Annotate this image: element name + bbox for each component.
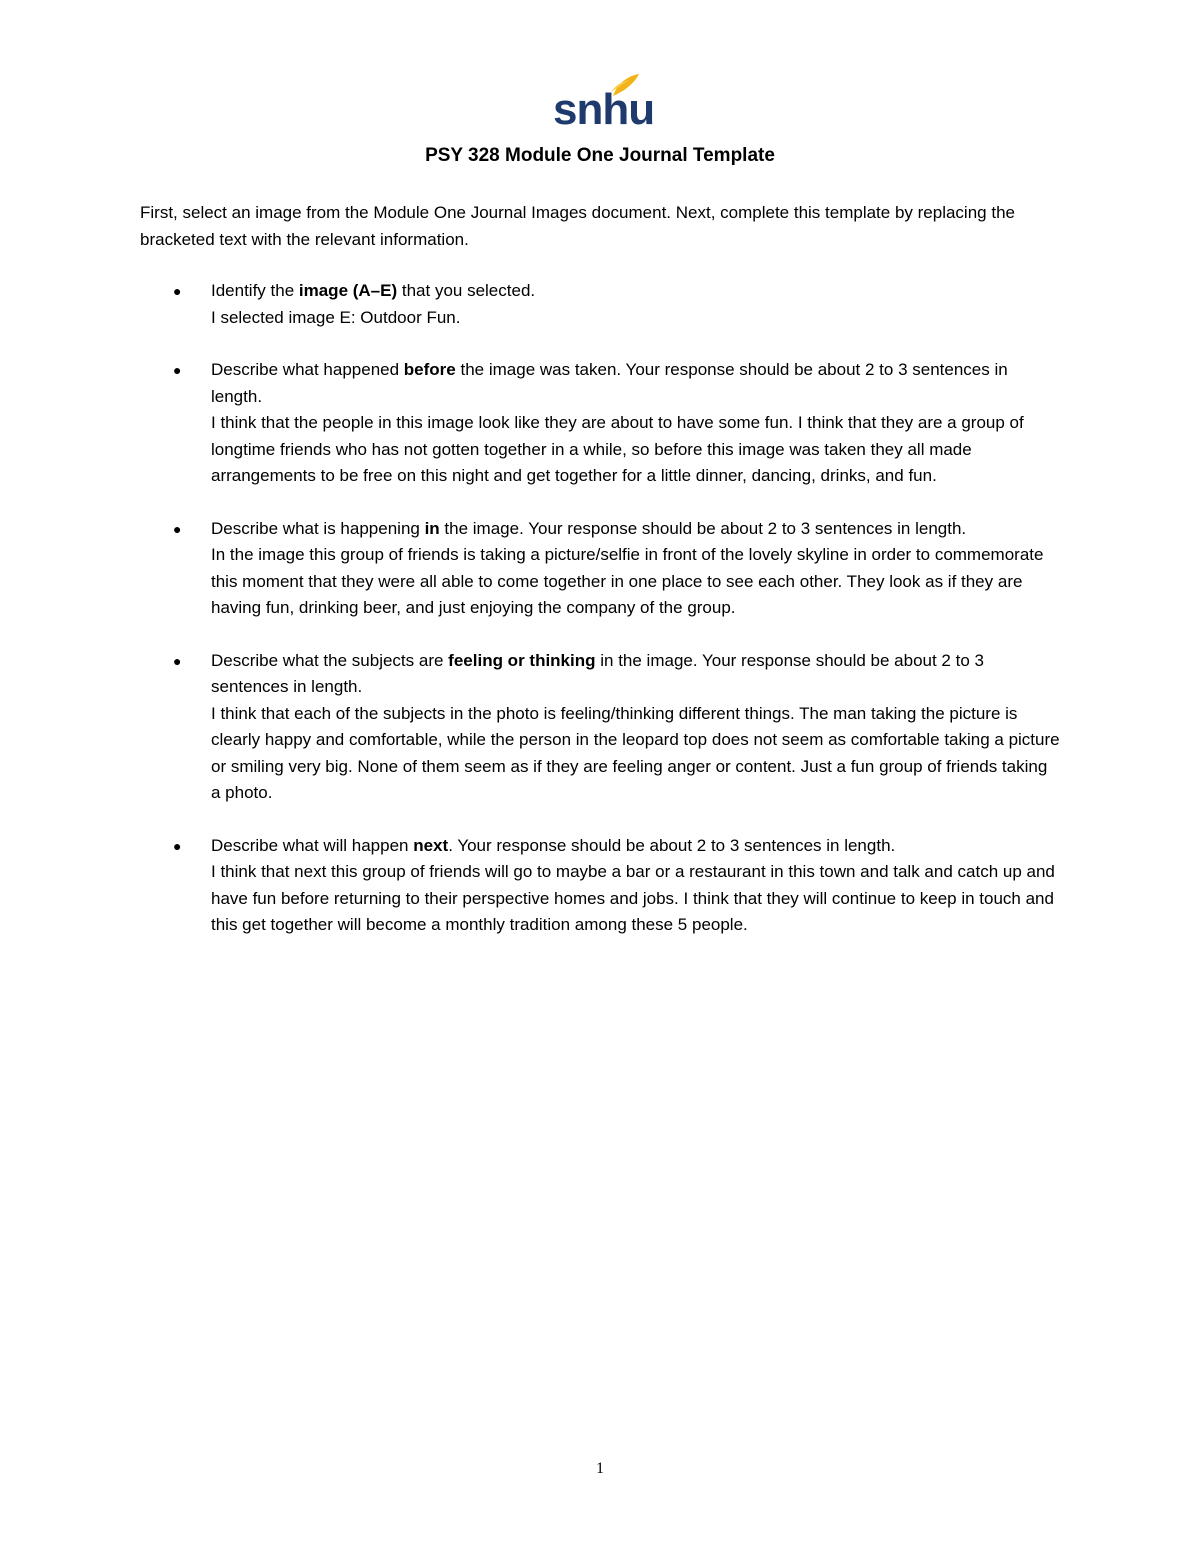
snhu-logo [553,72,655,134]
list-item [140,833,1060,939]
bullet-icon: ● [173,283,182,299]
answer-text: I selected image E: Outdoor Fun. [211,307,461,327]
prompt-text: Describe what is happening in the image. Your response should be about 2 to 3 sentences in length. [211,518,967,538]
answer-text: I think that each of the subjects in the photo is feeling/thinking different things. The man taking the picture is clearly happy and comfortable, while the person in the leopard top does not seem as comfortable taking a picture or smiling very big. None of them seem as if they are feeling anger or content. Just a fun group of friends taking a photo. [211,703,1060,802]
prompt-text: Describe what the subjects are feeling or thinking in the image. Your response should be about 2 to 3 sentences in length. [211,650,984,696]
page-number: 1 [596,1460,604,1477]
list-item [140,516,1060,622]
logo-text: snhu [553,85,655,134]
intro-paragraph: First, select an image from the Module One Journal Images document. Next, complete this template by replacing the bracketed text with the relevant information. [140,203,1015,249]
bullet-icon: ● [173,837,182,854]
list-item [140,648,1060,807]
prompt-text: Describe what happened before the image was taken. Your response should be about 2 to 3 sentences in length. [211,360,1008,406]
question-list [140,278,1060,965]
bullet-icon: ● [173,520,182,537]
list-item [140,278,1060,331]
bullet-icon: ● [173,362,182,378]
bullet-icon: ● [173,652,182,669]
answer-text: I think that next this group of friends will go to maybe a bar or a restaurant in this town and talk and catch up and have fun before returning to their perspective homes and jobs. I think that they will continue to keep in touch and this get together will become a monthly tradition among these 5 people. [211,862,1055,934]
list-item [140,357,1060,490]
answer-text: In the image this group of friends is taking a picture/selfie in front of the lovely skyline in order to commemorate this moment that they were all able to come together in one place to see each other. They look as if they are having fun, drinking beer, and just enjoying the company of the group. [211,545,1044,617]
prompt-text: Describe what will happen next. Your response should be about 2 to 3 sentences in length. [211,835,896,855]
prompt-text: Identify the image (A–E) that you selected. [211,281,536,300]
answer-text: I think that the people in this image look like they are about to have some fun. I think that they are a group of longtime friends who has not gotten together in a while, so before this image was taken they all made arrangements to be free on this night and get together for a little dinner, dancing, drinks, and fun. [211,413,1024,485]
document-title: PSY 328 Module One Journal Template [425,145,775,166]
